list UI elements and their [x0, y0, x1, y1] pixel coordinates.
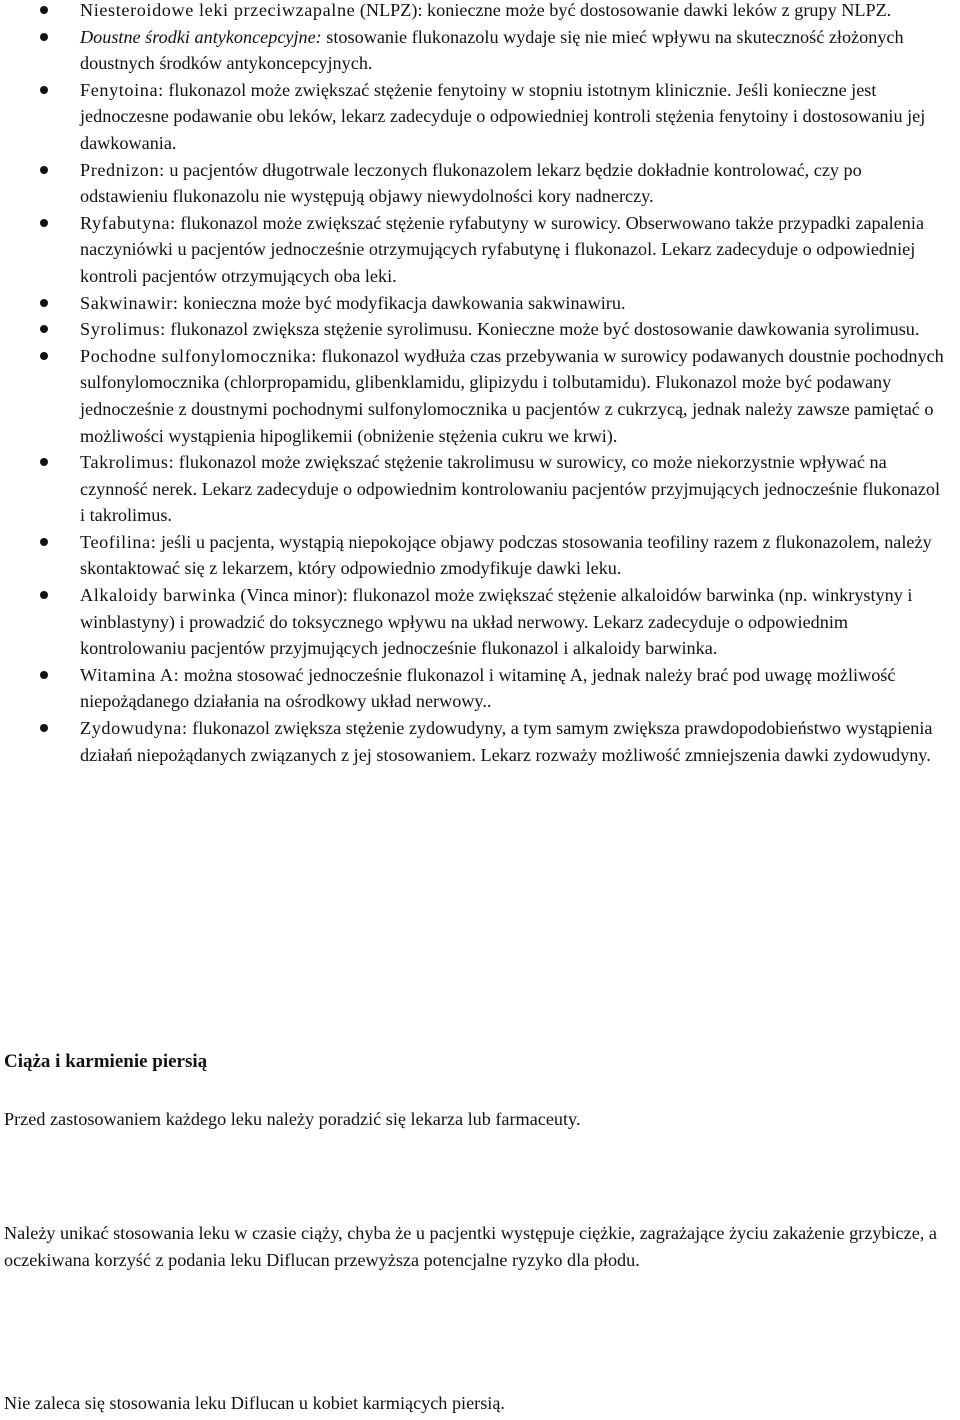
drug-name: Sakwinawir:: [80, 292, 179, 313]
bullet-icon: [40, 219, 48, 227]
drug-description: flukonazol wydłuża czas przebywania w surowicy podawanych doustnie pochodnych sulfonylomocznika (chlorpropamidu, glibenklamidu, glipizydu i tolbutamidu). Flukonazol może być podawany jednocześnie z doustnymi pochodnymi sulfonylomocznika u pacjentów z cukrzycą, jednak należy zawsze pamiętać o możliwości wystąpienia hipoglikemii (obniżenie stężenia cukru we krwi).: [80, 345, 944, 446]
drug-description: stosowanie flukonazolu wydaje się nie mieć wpływu na skuteczność złożonych doustnych środków antykoncepcyjnych.: [80, 26, 904, 74]
drug-name: Fenytoina:: [80, 79, 164, 100]
list-item: [0, 0, 948, 24]
bullet-icon: [40, 6, 48, 14]
list-item: [0, 582, 948, 662]
drug-description: (Vinca minor): flukonazol może zwiększać stężenie alkaloidów barwinka (np. winkrystyny i winblastyny) i prowadzić do toksycznego wpływu na układ nerwowy. Lekarz zadecyduje o odpowiednim kontrolowaniu pacjentów przyjmujących jednocześnie flukonazol i alkaloidy barwinka.: [80, 585, 913, 659]
drug-description: (NLPZ): konieczne może być dostosowanie dawki leków z grupy NLPZ.: [355, 0, 892, 20]
drug-name: Pochodne sulfonylomocznika:: [80, 345, 317, 366]
paragraph: Należy unikać stosowania leku w czasie ciąży, chyba że u pacjentki występuje ciężkie, zagrażające życiu zakażenie grzybicze, a oczekiwana korzyść z podania leku Diflucan przewyższa potencjalne ryzyko dla płodu.: [4, 1223, 937, 1270]
bullet-icon: [40, 166, 48, 174]
drug-name: Doustne środki antykoncepcyjne:: [80, 26, 322, 47]
list-item: [0, 77, 948, 157]
drug-name: Zydowudyna:: [80, 718, 188, 739]
list-item: [0, 343, 948, 449]
bullet-icon: [40, 591, 48, 599]
list-item: [0, 24, 948, 77]
bullet-icon: [40, 325, 48, 333]
drug-description: flukonazol może zwiększać stężenie fenytoiny w stopniu istotnym klinicznie. Jeśli konieczne jest jednoczesne podawanie obu leków, lekarz zadecyduje o odpowiedniej kontroli stężenia fenytoiny i dostosowaniu jej dawkowania.: [80, 79, 926, 153]
drug-name: Ryfabutyna:: [80, 212, 176, 233]
list-item: [0, 715, 948, 768]
list-item: [0, 210, 948, 290]
drug-description: flukonazol zwiększa stężenie zydowudyny, a tym samym zwiększa prawdopodobieństwo wystąpienia działań niepożądanych związanych z jej stosowaniem. Lekarz rozważy możliwość zmniejszenia dawki zydowudyny.: [80, 718, 933, 765]
paragraph: Nie zaleca się stosowania leku Diflucan u kobiet karmiących piersią.: [4, 1393, 505, 1413]
drug-name: Takrolimus:: [80, 452, 175, 473]
drug-description: flukonazol zwiększa stężenie syrolimusu. Konieczne może być dostosowanie dawkowania syrolimusu.: [165, 319, 920, 340]
bullet-icon: [40, 671, 48, 679]
list-item: [0, 316, 948, 343]
bullet-icon: [40, 724, 48, 732]
bullet-icon: [40, 352, 48, 360]
drug-name: Witamina A:: [80, 664, 180, 685]
drug-name: Niesteroidowe leki przeciwzapalne: [80, 0, 356, 20]
drug-description: można stosować jednocześnie flukonazol i witaminę A, jednak należy brać pod uwagę możliwość niepożądanego działania na ośrodkowy układ nerwowy..: [80, 664, 896, 712]
drug-name: Prednizon:: [80, 159, 165, 180]
drug-description: flukonazol może zwiększać stężenie takrolimusu w surowicy, co może niekorzystnie wpływać na czynność nerek. Lekarz zadecyduje o odpowiednim kontrolowaniu pacjentów przyjmujących jednocześnie flukonazol i takrolimus.: [80, 452, 941, 526]
drug-name: Teofilina:: [80, 531, 157, 552]
list-item: [0, 529, 948, 582]
paragraph: Przed zastosowaniem każdego leku należy poradzić się lekarza lub farmaceuty.: [4, 1109, 581, 1129]
drug-description: jeśli u pacjenta, wystąpią niepokojące objawy podczas stosowania teofiliny razem z flukonazolem, należy skontaktować się z lekarzem, który odpowiednio zmodyfikuje dawki leku.: [80, 531, 932, 579]
drug-name: Syrolimus:: [80, 319, 166, 340]
drug-description: konieczna może być modyfikacja dawkowania sakwinawiru.: [178, 292, 626, 313]
drug-name: Alkaloidy barwinka: [80, 585, 236, 606]
section-heading: Ciąża i karmienie piersią: [4, 1051, 208, 1072]
list-item: [0, 290, 948, 317]
bullet-icon: [40, 538, 48, 546]
drug-description: u pacjentów długotrwale leczonych flukonazolem lekarz będzie dokładnie kontrolować, czy po odstawieniu flukonazolu nie występują objawy niewydolności kory nadnerczy.: [80, 159, 862, 207]
list-item: [0, 157, 948, 210]
drug-description: flukonazol może zwiększać stężenie ryfabutyny w surowicy. Obserwowano także przypadki zapalenia naczyniówki u pacjentów jednocześnie otrzymujących ryfabutynę i flukonazol. Lekarz zadecyduje o odpowiedniej kontroli pacjentów otrzymujących oba leki.: [80, 212, 925, 286]
list-item: [0, 662, 948, 715]
bullet-icon: [40, 86, 48, 94]
bullet-icon: [40, 458, 48, 466]
bullet-icon: [40, 299, 48, 307]
list-item: [0, 449, 948, 529]
bullet-icon: [40, 33, 48, 41]
